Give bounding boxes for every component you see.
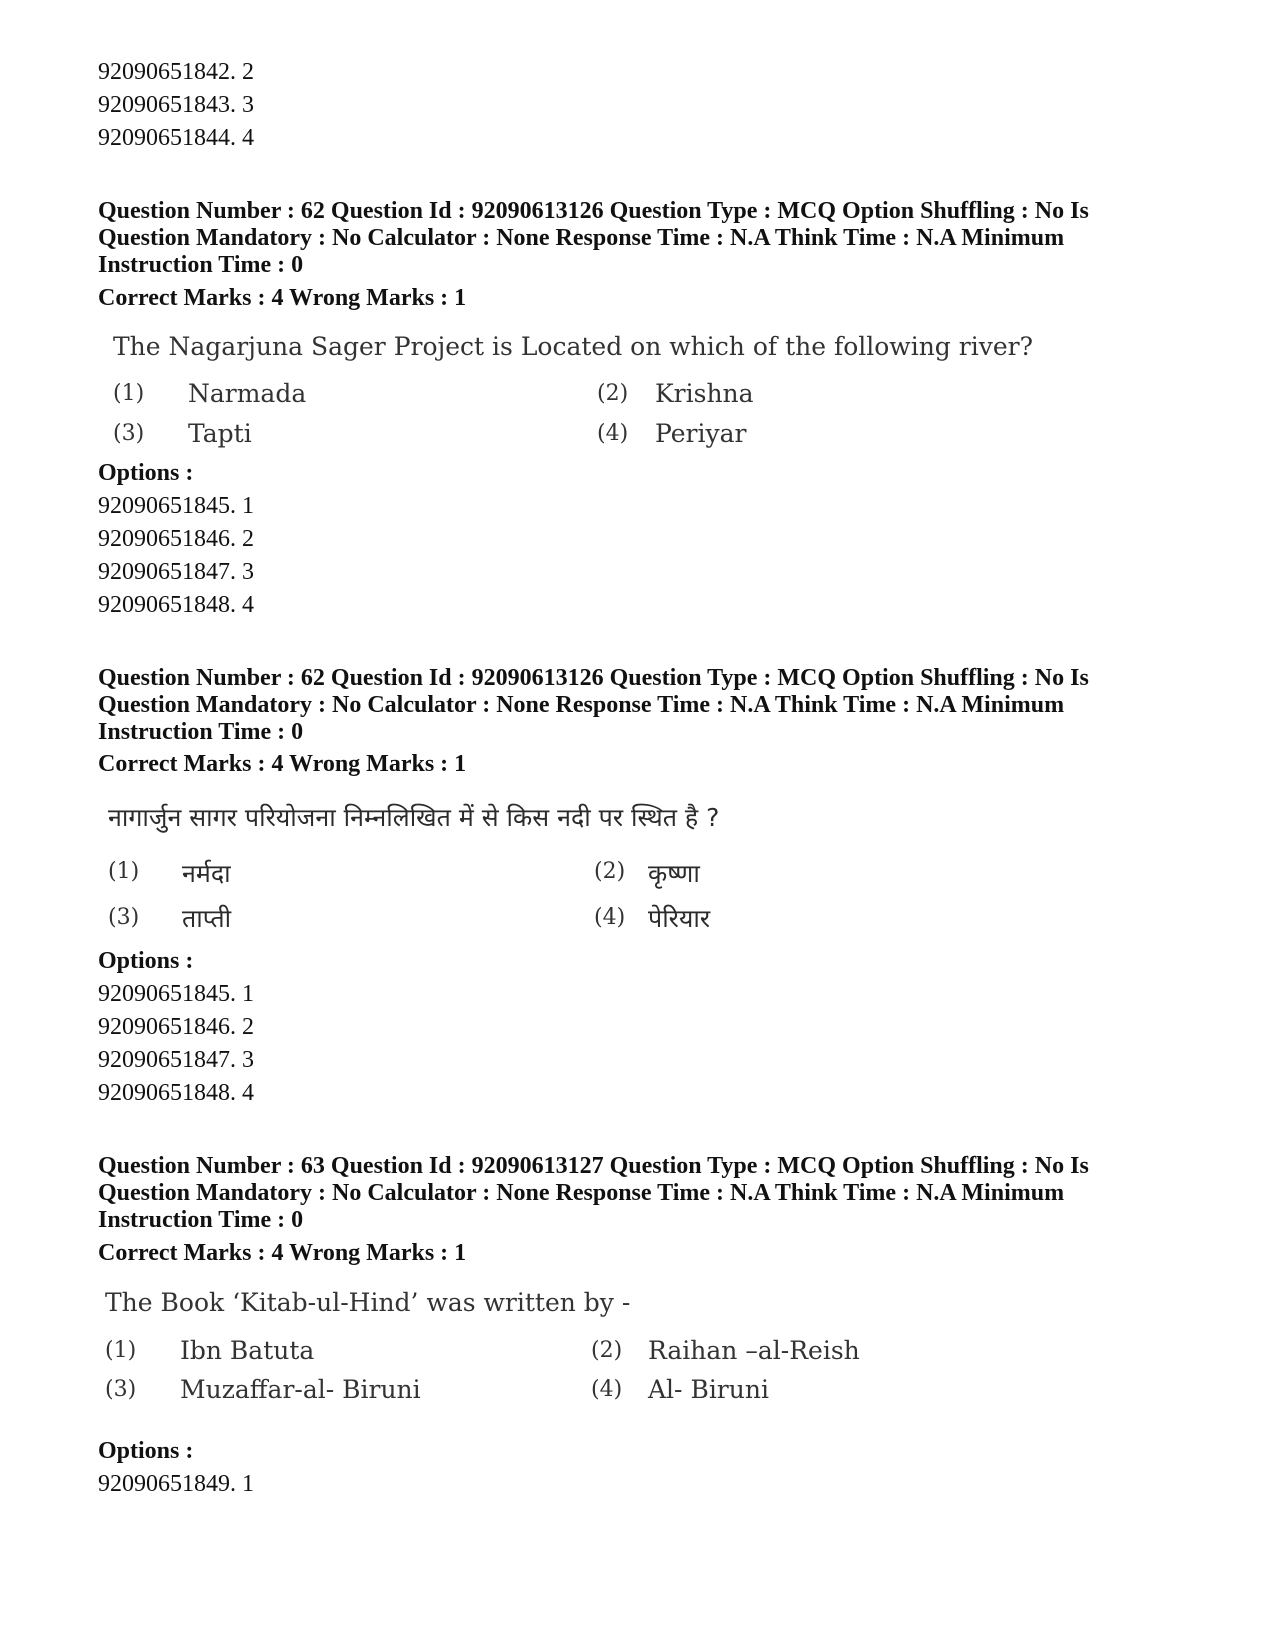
choice-number: (3) <box>108 905 140 930</box>
question-header-line: Question Mandatory : No Calculator : None Response Time : N.A Think Time : N.A Minimum <box>98 225 1065 251</box>
choice-text: Periyar <box>655 419 747 448</box>
question-header-line: Question Mandatory : No Calculator : None Response Time : N.A Think Time : N.A Minimum <box>98 692 1065 718</box>
option-line: 92090651847. 3 <box>98 1047 254 1073</box>
question-header-line: Instruction Time : 0 <box>98 719 304 745</box>
choice-number: (4) <box>597 421 629 446</box>
options-label: Options : <box>98 460 194 486</box>
question-text: The Book ‘Kitab-ul-Hind’ was written by - <box>105 1288 631 1317</box>
question-header-line: Question Mandatory : No Calculator : None Response Time : N.A Think Time : N.A Minimum <box>98 1180 1065 1206</box>
question-header-line: Instruction Time : 0 <box>98 1207 304 1233</box>
option-line: 92090651846. 2 <box>98 526 254 552</box>
option-line: 92090651843. 3 <box>98 92 254 118</box>
options-label: Options : <box>98 1438 194 1464</box>
choice-text: Krishna <box>655 379 754 408</box>
question-header-line: Instruction Time : 0 <box>98 252 304 278</box>
question-header-line: Question Number : 62 Question Id : 92090613126 Question Type : MCQ Option Shuffling : No Is <box>98 198 1089 224</box>
option-line: 92090651849. 1 <box>98 1471 254 1497</box>
option-line: 92090651845. 1 <box>98 493 254 519</box>
choice-number: (4) <box>594 905 626 930</box>
choice-text: ताप्ती <box>182 904 232 933</box>
option-line: 92090651842. 2 <box>98 59 254 85</box>
choice-text: Raihan –al-Reish <box>648 1336 860 1365</box>
choice-number: (1) <box>113 381 145 406</box>
marks-line: Correct Marks : 4 Wrong Marks : 1 <box>98 751 467 777</box>
choice-number: (2) <box>594 859 626 884</box>
question-text: नागार्जुन सागर परियोजना निम्नलिखित में से किस नदी पर स्थित है ? <box>108 803 720 832</box>
question-text: The Nagarjuna Sager Project is Located on which of the following river? <box>113 332 1033 361</box>
choice-text: Muzaffar-al- Biruni <box>180 1375 421 1404</box>
choice-number: (3) <box>113 421 145 446</box>
choice-text: नर्मदा <box>182 859 231 888</box>
option-line: 92090651846. 2 <box>98 1014 254 1040</box>
choice-text: Tapti <box>188 419 252 448</box>
marks-line: Correct Marks : 4 Wrong Marks : 1 <box>98 285 467 311</box>
option-line: 92090651845. 1 <box>98 981 254 1007</box>
option-line: 92090651848. 4 <box>98 1080 254 1106</box>
options-label: Options : <box>98 948 194 974</box>
option-line: 92090651847. 3 <box>98 559 254 585</box>
option-line: 92090651844. 4 <box>98 125 254 151</box>
option-line: 92090651848. 4 <box>98 592 254 618</box>
choice-number: (2) <box>591 1338 623 1363</box>
choice-text: Al- Biruni <box>648 1375 769 1404</box>
choice-text: Narmada <box>188 379 307 408</box>
choice-number: (2) <box>597 381 629 406</box>
choice-text: पेरियार <box>648 904 711 933</box>
question-header-line: Question Number : 62 Question Id : 92090613126 Question Type : MCQ Option Shuffling : No Is <box>98 665 1089 691</box>
choice-number: (1) <box>105 1338 137 1363</box>
choice-number: (4) <box>591 1377 623 1402</box>
marks-line: Correct Marks : 4 Wrong Marks : 1 <box>98 1240 467 1266</box>
choice-number: (1) <box>108 859 140 884</box>
choice-text: कृष्णा <box>648 859 700 888</box>
choice-text: Ibn Batuta <box>180 1336 315 1365</box>
choice-number: (3) <box>105 1377 137 1402</box>
question-header-line: Question Number : 63 Question Id : 92090613127 Question Type : MCQ Option Shuffling : No Is <box>98 1153 1089 1179</box>
